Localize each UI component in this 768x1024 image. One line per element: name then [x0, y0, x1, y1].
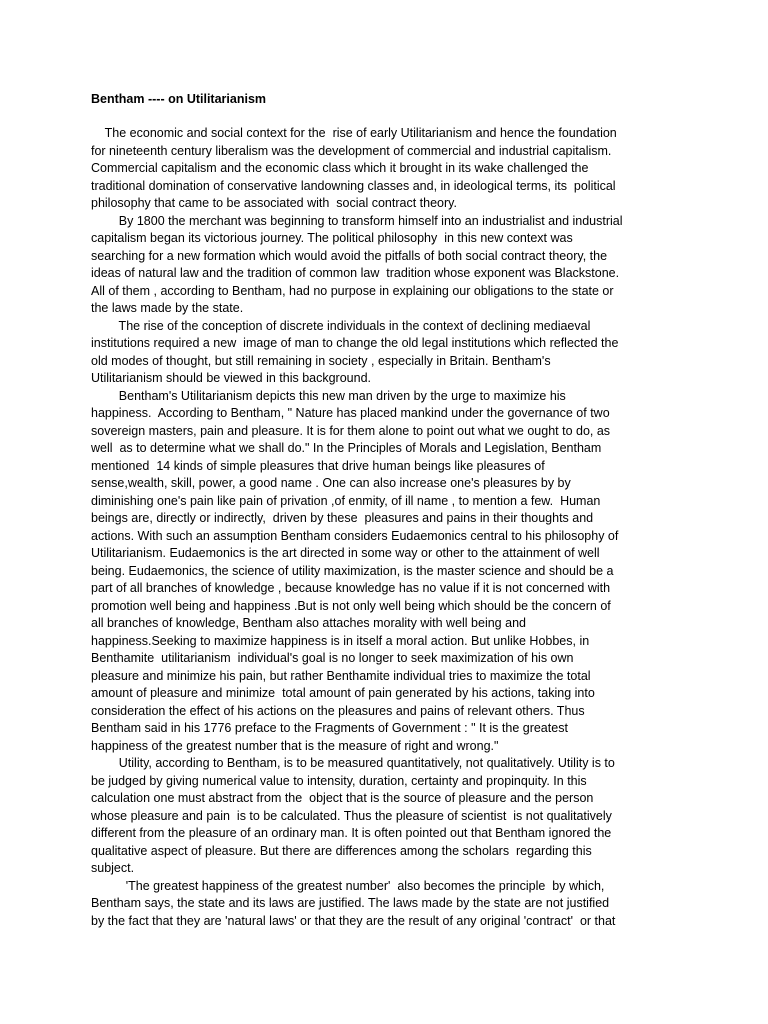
text-line: all branches of knowledge, Bentham also attaches morality with well being and	[91, 616, 526, 630]
text-line: 'The greatest happiness of the greatest number' also becomes the principle by which,	[91, 878, 605, 893]
text-line: whose pleasure and pain is to be calculated. Thus the pleasure of scientist is not qualitatively	[91, 808, 612, 823]
text-line: Utility, according to Bentham, is to be measured quantitatively, not qualitatively. Utility is to	[91, 756, 615, 770]
text-line: amount of pleasure and minimize total amount of pain generated by his actions, taking into	[91, 686, 595, 700]
text-line: ideas of natural law and the tradition of common law tradition whose exponent was Blackstone.	[91, 266, 620, 280]
text-line: searching for a new formation which would avoid the pitfalls of both social contract theory, the	[91, 248, 608, 263]
text-line: by the fact that they are 'natural laws' or that they are the result of any original 'contract' or that	[91, 913, 616, 928]
paragraph	[91, 878, 681, 931]
text-line: calculation one must abstract from the object that is the source of pleasure and the person	[91, 791, 594, 805]
text-line: beings are, directly or indirectly, driven by these pleasures and pains in their thoughts and	[91, 511, 594, 525]
text-line: Utilitarianism. Eudaemonics is the art directed in some way or other to the attainment of well	[91, 546, 600, 560]
text-line: Benthamite utilitarianism individual's goal is no longer to seek maximization of his own	[91, 651, 574, 665]
text-line: Bentham says, the state and its laws are justified. The laws made by the state are not justified	[91, 896, 610, 910]
text-line: well as to determine what we shall do." In the Principles of Morals and Legislation, Bentham	[91, 441, 602, 455]
text-line: capitalism began its victorious journey. The political philosophy in this new context was	[91, 231, 573, 245]
text-line: for nineteenth century liberalism was the development of commercial and industrial capitalism.	[91, 143, 612, 158]
text-line: Bentham's Utilitarianism depicts this new man driven by the urge to maximize his	[91, 388, 566, 403]
paragraph	[91, 388, 681, 756]
paragraph	[91, 213, 681, 318]
document-page	[91, 91, 681, 930]
text-line: being. Eudaemonics, the science of utility maximization, is the master science and should be a	[91, 563, 614, 578]
text-line: consideration the effect of his actions on the pleasures and pains of relevant others. Thus	[91, 703, 585, 718]
text-line: happiness of the greatest number that is the measure of right and wrong."	[91, 738, 499, 753]
paragraph	[91, 755, 681, 878]
text-line: institutions required a new image of man to change the old legal institutions which reflected the	[91, 336, 619, 350]
text-line: Bentham said in his 1776 preface to the Fragments of Government : " It is the greatest	[91, 721, 568, 735]
text-line: subject.	[91, 861, 135, 875]
text-line: By 1800 the merchant was beginning to transform himself into an industrialist and industrial	[91, 213, 623, 228]
text-line: philosophy that came to be associated with social contract theory.	[91, 196, 457, 210]
text-line: promotion well being and happiness .But is not only well being which should be the concern of	[91, 598, 611, 613]
text-line: mentioned 14 kinds of simple pleasures that drive human beings like pleasures of	[91, 458, 545, 473]
text-line: The economic and social context for the rise of early Utilitarianism and hence the foundation	[91, 126, 617, 140]
document-body	[91, 125, 681, 930]
text-line: different from the pleasure of an ordinary man. It is often pointed out that Bentham ignored the	[91, 826, 612, 840]
paragraph	[91, 125, 681, 213]
text-line: happiness.Seeking to maximize happiness is in itself a moral action. But unlike Hobbes, in	[91, 633, 590, 648]
text-line: old modes of thought, but still remaining in society , especially in Britain. Bentham's	[91, 353, 551, 368]
text-line: traditional domination of conservative landowning classes and, in ideological terms, its political	[91, 178, 616, 193]
text-line: qualitative aspect of pleasure. But there are differences among the scholars regarding this	[91, 843, 592, 858]
text-line: sovereign masters, pain and pleasure. It is for them alone to point out what we ought to do, as	[91, 423, 611, 438]
paragraph	[91, 318, 681, 388]
text-line: Commercial capitalism and the economic class which it brought in its wake challenged the	[91, 161, 589, 175]
text-line: actions. With such an assumption Bentham considers Eudaemonics central to his philosophy of	[91, 528, 619, 543]
text-line: Utilitarianism should be viewed in this background.	[91, 371, 372, 385]
text-line: part of all branches of knowledge , because knowledge has no value if it is not concerned with	[91, 581, 611, 595]
text-line: All of them , according to Bentham, had no purpose in explaining our obligations to the state or	[91, 283, 614, 298]
text-line: be judged by giving numerical value to intensity, duration, certainty and propinquity. In this	[91, 773, 587, 788]
text-line: pleasure and minimize his pain, but rather Benthamite individual tries to maximize the total	[91, 668, 591, 683]
document-title: Bentham ---- on Utilitarianism	[91, 92, 267, 106]
text-line: The rise of the conception of discrete individuals in the context of declining mediaeval	[91, 318, 591, 333]
text-line: diminishing one's pain like pain of privation ,of enmity, of ill name , to mention a few. Human	[91, 493, 601, 508]
text-line: the laws made by the state.	[91, 301, 244, 315]
text-line: happiness. According to Bentham, " Nature has placed mankind under the governance of two	[91, 406, 610, 420]
text-line: sense,wealth, skill, power, a good name . One can also increase one's pleasures by by	[91, 476, 571, 490]
